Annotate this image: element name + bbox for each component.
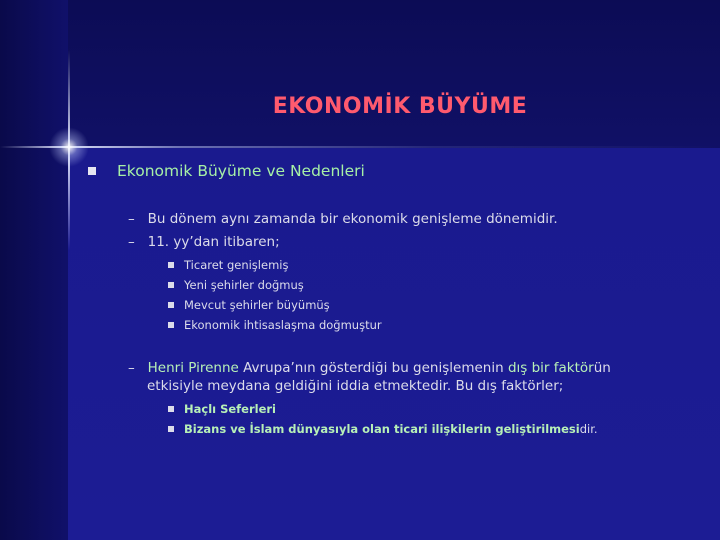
sub-item-rest: dir. (579, 422, 598, 436)
sub-item-text: Ekonomik ihtisaslaşma doğmuştur (184, 318, 382, 332)
square-bullet-icon (168, 406, 174, 412)
square-bullet-icon (168, 282, 174, 288)
sub-item (168, 278, 304, 292)
pirenne-text-a: Avrupa’nın gösterdiği bu genişlemenin (238, 360, 508, 376)
sub-item-bold: Haçlı Seferleri (184, 402, 276, 416)
pirenne-text-b: ün (593, 360, 611, 376)
square-bullet-icon (168, 262, 174, 268)
pirenne-line-2: etkisiyle meydana geldiğini iddia etmektedir. Bu dış faktörler; (147, 378, 564, 394)
dash-icon: – (128, 234, 135, 250)
dash-item-3 (128, 360, 611, 376)
author-name: Henri Pirenne (147, 360, 239, 376)
square-bullet-icon (168, 426, 174, 432)
dash-item-text: 11. yy’dan itibaren; (147, 234, 280, 250)
sub-item (168, 422, 598, 436)
star-flare-icon (49, 127, 89, 167)
sub-item-text: Mevcut şehirler büyümüş (184, 298, 330, 312)
dash-icon: – (128, 360, 135, 376)
square-bullet-icon (88, 167, 96, 175)
dash-item-1 (128, 211, 558, 227)
section-heading (88, 162, 365, 180)
section-heading-text: Ekonomik Büyüme ve Nedenleri (117, 162, 365, 180)
square-bullet-icon (168, 322, 174, 328)
sub-item-text: Yeni şehirler doğmuş (184, 278, 304, 292)
sub-item (168, 318, 382, 332)
square-bullet-icon (168, 302, 174, 308)
content-panel (68, 148, 720, 540)
star-flare-horizontal (0, 146, 720, 148)
sub-item (168, 402, 276, 416)
sub-item-bold: Bizans ve İslam dünyasıyla olan ticari ilişkilerin geliştirilmesi (184, 422, 580, 436)
slide-title: EKONOMİK BÜYÜME (272, 94, 528, 119)
dash-item-text: Bu dönem aynı zamanda bir ekonomik genişleme dönemidir. (147, 211, 558, 227)
external-factor-highlight: dış bir faktör (507, 360, 594, 376)
sub-item (168, 258, 288, 272)
left-band (0, 0, 68, 540)
sub-item (168, 298, 330, 312)
sub-item-text: Ticaret genişlemiş (184, 258, 289, 272)
dash-item-2 (128, 234, 280, 250)
dash-icon: – (128, 211, 135, 227)
